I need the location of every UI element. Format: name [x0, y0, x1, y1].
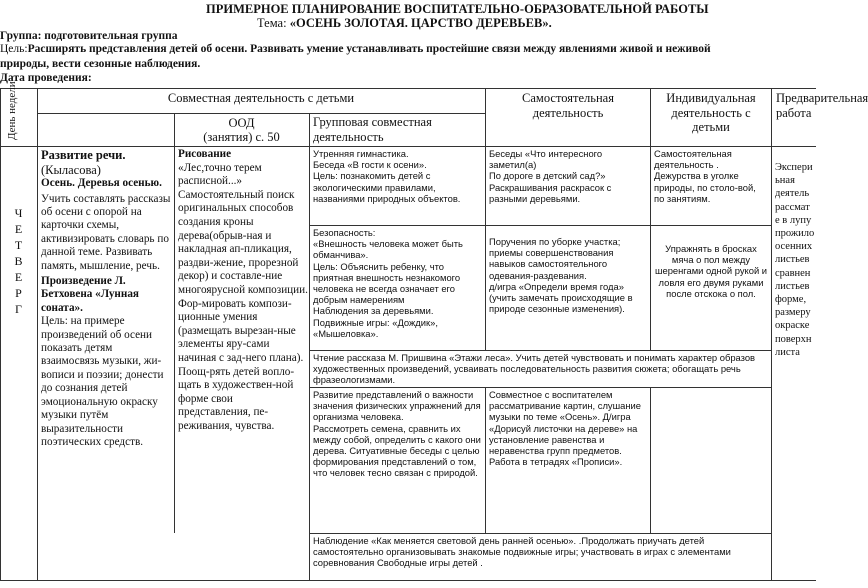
group-joint-header: Групповая совместная деятельность	[313, 115, 432, 144]
date-line: Дата проведения:	[0, 72, 92, 84]
goal-text-1: Расширять представления детей об осени. Развивать умение устанавливать простейшие связи между явлениями живой и неживой	[27, 43, 711, 55]
ood-header: ООД	[228, 116, 255, 130]
group-line: Группа: подготовительная группа	[0, 30, 178, 42]
reading-activity: Чтение рассказа М. Пришвина «Этажи леса». Учить детей чувствовать и понимать характер образов художественных произведений, усваивать последовательность развития сюжета; обогащать речь фразеологизмами.	[313, 352, 756, 386]
ood-speech-cell	[41, 148, 171, 533]
speech-text: Учить составлять рассказы об осени с опорой на карточки схемы, активизировать словарь по данной теме. Развивать память, мышление, речь.	[41, 192, 171, 272]
group-activity-3: Развитие представлений о важности значения физических упражнений для организма человека. Рассмотреть семена, сравнить их между собой, определить с какого они дерева. Ситуативные беседы с целью формирования представлений о том, что человек тесно связан с природой.	[313, 389, 481, 479]
ood-drawing-cell	[178, 148, 308, 533]
speech-title: Развитие речи.	[41, 148, 126, 162]
group-activity-2: Безопасность: «Внешность человека может быть обманчива». Цель: Объяснить ребенку, что приятная внешность незнакомого человека не всегда означает его добрым намерениям Наблюдения за деревьями. Подвижные игры: «Дождик», «Мышеловка».	[313, 227, 463, 339]
goal-label: Цель:	[0, 43, 28, 55]
theme-line	[257, 16, 552, 31]
independent-activity-2: Поручения по уборке участка; приемы совершенствования навыков самостоятельного одевания-раздевания. д/игра «Определи время года» (учить замечать происходящие в природе сезонные изменения).	[489, 236, 633, 315]
prelim-work: Экспери ьная деятель рассмат е в лупу прожило осенних листьев сравнен листьев форме, размеру окраске поверхн листа	[775, 162, 815, 358]
page-title: ПРИМЕРНОЕ ПЛАНИРОВАНИЕ ВОСПИТАТЕЛЬНО-ОБРАЗОВАТЕЛЬНОЙ РАБОТЫ	[206, 2, 709, 16]
speech-topic: Осень. Деревья осенью.	[41, 177, 162, 190]
joint-activity-header: Совместная деятельность с детьми	[167, 91, 355, 105]
drawing-title: Рисование	[178, 148, 232, 160]
independent-activity-3: Совместное с воспитателем рассматривание картин, слушание музыки по теме «Осень». Д/игра «Дорисуй листочки на дереве» на установление равенства и неравенства групп предметов. Работа в тетрадях «Прописи».	[489, 389, 641, 468]
theme-value: «ОСЕНЬ ЗОЛОТАЯ. ЦАРСТВО ДЕРЕВЬЕВ».	[289, 16, 552, 30]
individual-activity-2: Упражнять в бросках мяча о пол между шеренгами одной рукой и ловля его двумя руками после отскока о пол.	[654, 243, 768, 299]
individual-header: Индивидуальная деятельность с детьми	[666, 91, 756, 135]
music-title: Произведение Л. Бетховена «Лунная соната».	[41, 275, 139, 314]
goal-line-2: природы, вести сезонные наблюдения.	[0, 58, 201, 70]
theme-label: Тема:	[257, 16, 287, 30]
prelim-header: Предварительная работа	[776, 91, 868, 120]
goal-line-1	[0, 43, 711, 55]
individual-activity-1: Самостоятельная деятельность . Дежурства в уголке природы, по столо-вой, по занятиям.	[654, 148, 756, 204]
observation-activity: Наблюдение «Как меняется световой день ранней осенью». .Продолжать приучать детей самостоятельно организовывать знакомые подвижные игры; участвовать в играх с элементами соревнования Свободные игры детей .	[313, 535, 731, 569]
day-name: Ч Е Т В Е Р Г	[14, 206, 23, 316]
day-week-header: День недели	[6, 81, 18, 140]
music-text: Цель: на примере произведений об осени показать детям взаимосвязь музыки, жи-вописи и поэзии; донести до сознания детей эмоциональную окраску музыки путём выразительности поэтических средств.	[41, 315, 164, 448]
independent-activity-1: Беседы «Что интересного заметил(а) По дороге в детский сад?» Раскрашивания раскрасок с разными деревьями.	[489, 148, 612, 204]
drawing-text: «Лес,точно терем расписной...» Самостоятельный поиск оригинальных способов создания кроны дерева(обрыв-ная и накладная ап-пликация, раздви-жение, прорезной декор) и составле-ние многоярусной композиции. Фор-мировать компози-ционные умения (размещать вырезан-ные элементы яру-сами начиная с зад-него плана). Поощ-рять детей вопло-щать в художествен-ной форме свои представления, пе-реживания, чувства.	[178, 161, 308, 432]
speech-author: (Кыласова)	[41, 162, 101, 177]
independent-header: Самостоятельная деятельность	[522, 91, 614, 120]
ood-subheader: (занятия) с. 50	[203, 130, 280, 144]
group-activity-1: Утренняя гимнастика. Беседа «В гости к осени». Цель: познакомить детей с экологическими правилами, названиями природных объектов.	[313, 148, 461, 204]
